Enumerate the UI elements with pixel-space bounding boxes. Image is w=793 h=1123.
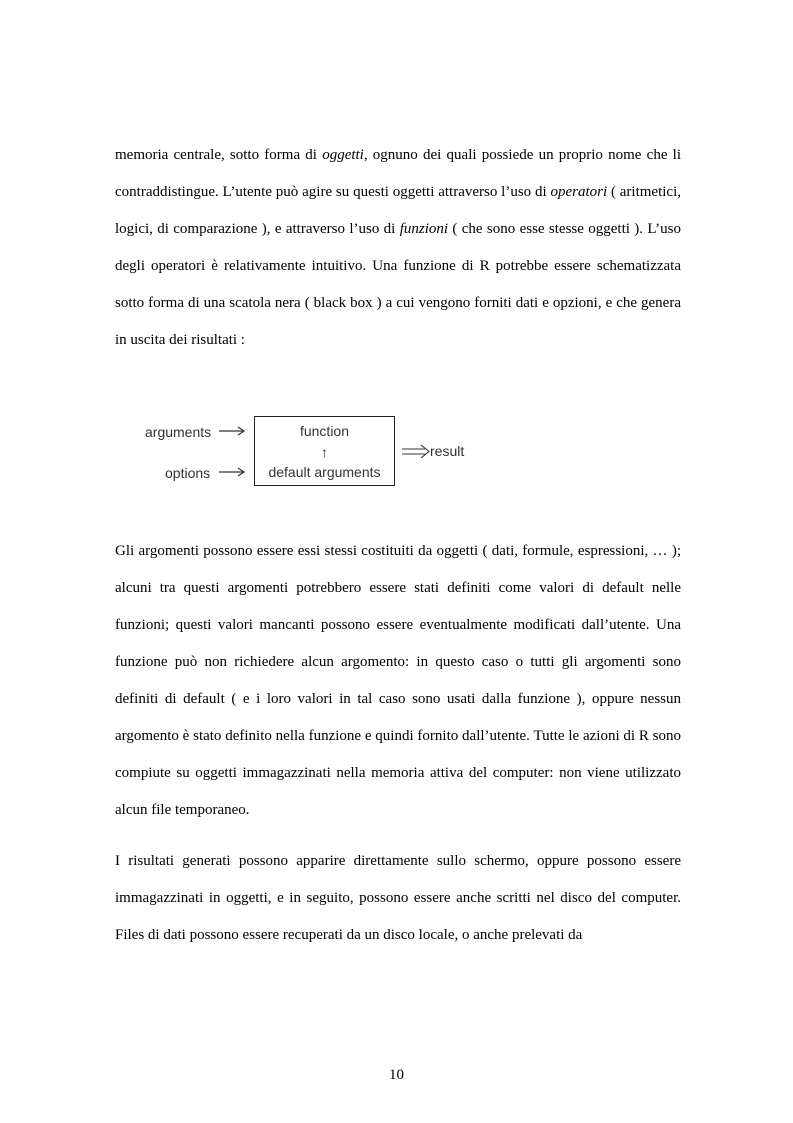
function-label: function [299,423,350,439]
arguments-arrow-icon [219,427,244,435]
paragraph-3: I risultati generati possono apparire direttamente sullo schermo, oppure possono essere immagazzinati in oggetti, e in seguito, possono essere anche scritti nel disco del computer. Files di dati possono essere recuperati da un disco locale, o anche prelevati da [115,853,681,943]
options-arrow-icon [219,468,244,476]
default-arguments-label: default arguments [268,464,381,480]
text-run: memoria centrale, sotto forma di [115,147,323,163]
black-box [254,416,395,486]
emphasis-oggetti: oggetti [322,147,364,163]
paragraph-1 [115,137,681,359]
arguments-label: arguments [145,424,212,440]
up-arrow-icon: ↑ [321,444,328,460]
emphasis-operatori: operatori [550,184,608,200]
text-run: ( che sono esse stesse oggetti ). L’uso degli operatori è relativamente intuitivo. Una funzione di R potrebbe essere schematizzata sotto forma di una scatola nera ( black box ) a cui vengono forniti dati e opzioni, e che genera in uscita dei risultati : [115,221,681,348]
text-run: , ognuno dei quali possiede un proprio nome che li contraddistingue. L’utente può agire su questi oggetti attraverso l’uso di [115,147,682,200]
options-label: options [165,465,211,481]
emphasis-funzioni: funzioni [399,221,449,237]
result-double-arrow-icon [402,445,429,458]
result-label: result [430,443,465,459]
paragraph-2: Gli argomenti possono essere essi stessi costituiti da oggetti ( dati, formule, espressioni, … ); alcuni tra questi argomenti potrebbero essere stati definiti come valori di default nelle funzioni; questi valori mancanti possono essere eventualmente modificati dall’utente. Una funzione può non richiedere alcun argomento: in questo caso o tutti gli argomenti sono definiti di default ( e i loro valori in tal caso sono usati dalla funzione ), oppure nessun argomento è stato definito nella funzione e quindi fornito dall’utente. Tutte le azioni di R sono compiute su oggetti immagazzinati nella memoria attiva del computer: non viene utilizzato alcun file temporaneo. [115,543,681,818]
text-run: ( aritmetici, logici, di comparazione ), e attraverso l’uso di [115,184,681,237]
page-number: 10 [389,1067,404,1083]
